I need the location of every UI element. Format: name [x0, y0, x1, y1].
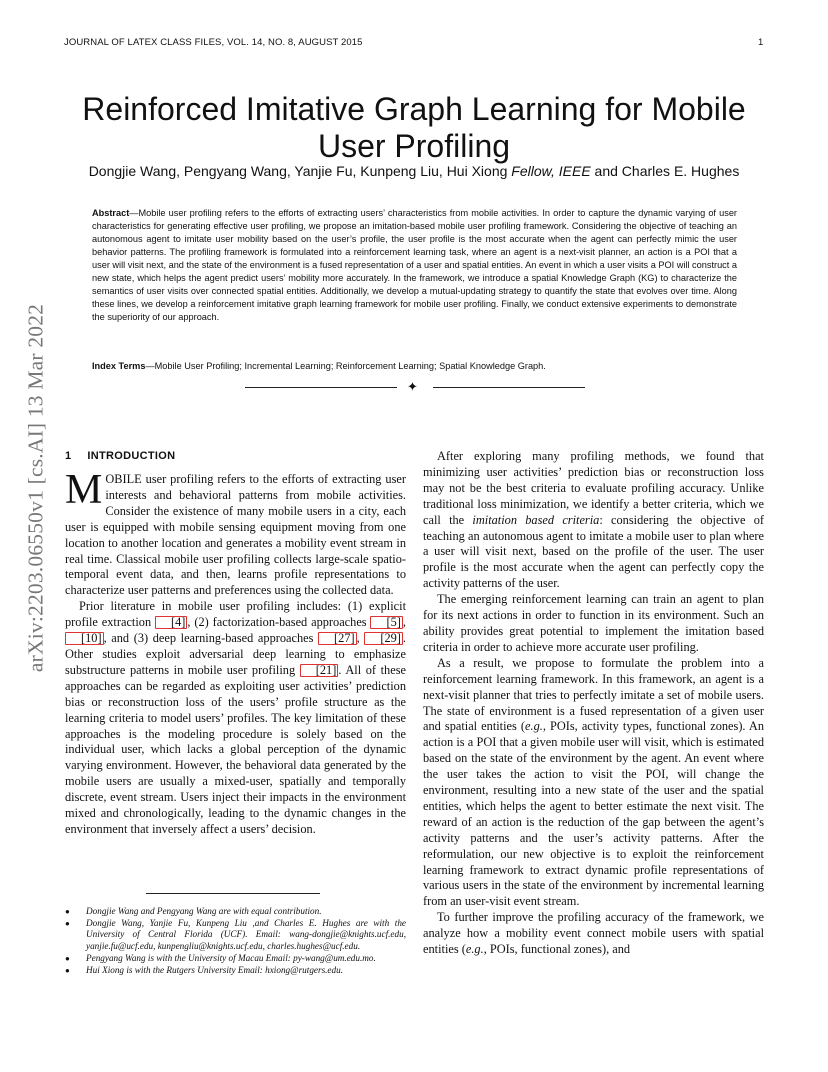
citation-link[interactable]: [27]: [318, 632, 357, 645]
paragraph-text: , POIs, functional zones), and: [483, 942, 631, 957]
right-paragraph-3: [423, 656, 764, 911]
divider-star-icon: ✦: [407, 379, 418, 394]
abstract: [92, 207, 737, 324]
paragraph-text: ,: [402, 615, 406, 630]
author-names: Dongjie Wang, Pengyang Wang, Yanjie Fu, Kunpeng Liu, Hui Xiong: [88, 163, 508, 179]
paragraph-text: ,: [356, 631, 365, 646]
paper-title: Reinforced Imitative Graph Learning for Mobile User Profiling: [82, 91, 746, 165]
abstract-text: —Mobile user profiling refers to the efforts of extracting users’ characteristics from mobile activities. In order to capture the dynamic varying of user characteristics for generating effective user profiling, we propose an imitation-based mobile user profiling framework. Considering the objective of teaching an autonomous agent to imitate user mobility based on the user’s profile, the user profile is the most accurate when the agent can perfectly mimic the user behavior patterns. The profiling framework is formulated into a reinforcement learning task, where an agent is a next-visit planner, an action is a POI that a user will visit next, and the state of the environment is a fused representation of a user and spatial entities. An event in which a user visits a POI will construct a new state, which helps the agent predict users’ mobility more accurately. In the framework, we introduce a spatial Knowledge Graph (KG) to characterize the semantics of user visits over connected spatial entities. Additionally, we develop a mutual-updating strategy to quantify the state that evolves over time. Along these lines, we develop a reinforcement imitative graph learning framework for mobile user profiling. Finally, we conduct extensive experiments to demonstrate the superiority of our approach.: [92, 208, 737, 323]
footnotes: [64, 906, 406, 976]
footnote-text: Dongjie Wang, Yanjie Fu, Kunpeng Liu ,and Charles E. Hughes are with the University of Central Florida (UCF). Email: wang-dongjie@knights.ucf.edu, yanjie.fu@ucf.edu, kunpengliu@knights.ucf.edu, charles.hughes@ucf.edu.: [86, 917, 406, 951]
dropcap-letter: M: [65, 467, 103, 513]
index-terms-text: —Mobile User Profiling; Incremental Learning; Reinforcement Learning; Spatial Knowledge Graph.: [145, 361, 546, 371]
section-number: 1: [65, 450, 72, 462]
citation-link[interactable]: [4]: [155, 616, 187, 629]
paragraph-text: , (2) factorization-based approaches: [187, 615, 371, 630]
bullet-icon: ●: [65, 918, 70, 928]
right-column: [423, 449, 764, 958]
emphasis-text: e.g.: [465, 942, 484, 957]
bullet-icon: ●: [65, 965, 70, 975]
intro-paragraph-2: [65, 599, 406, 838]
paragraph-text: , POIs, activity types, functional zones). An action is a POI that a given mobile user will visit, which is estimated based on the state of the environment by the agent. An event where the user takes the action to visit the POI, will change the environment, resulting into a new state of the user and the spatial entities, which helps the agent to better estimate the next visit. The reward of an action is the reduction of the gap between the agent’s activity patterns and the user’s activity patterns. After the reformulation, our new objective is to exploit the reinforcement learning framework to extract dynamic profile representations of various users in the state of the environment by incremental learning from an user-visit event stream.: [423, 719, 764, 909]
paragraph-text: user profiling refers to the efforts of extracting user interests and behavioral patterns from mobile activities. Consider the existence of many mobile users in a city, each user is equipped with mobile sensing equipment moving from one location to another location and generates a mobility event stream in real time. Classical mobile user profiling collects large-scale spatio-temporal event data, and then, learns profile representations to characterize user patterns and preferences using the collected data.: [65, 472, 406, 598]
footnote-text: Pengyang Wang is with the University of Macau Email: py-wang@um.edu.mo.: [86, 952, 376, 963]
index-terms-label: Index Terms: [92, 361, 146, 371]
right-paragraph-4: [423, 910, 764, 958]
divider-rule-right: [433, 387, 585, 388]
citation-link[interactable]: [5]: [370, 616, 402, 629]
section-heading: [65, 449, 406, 463]
paragraph-text: As a result, we propose to formulate the problem into a reinforcement learning framework. In this framework, an agent is a next-visit planner that tries to perfectly imitate a set of mobile users. The state of environment is a fused representation of a given user and spatial entities (: [423, 655, 764, 734]
footnote-rule: [146, 893, 320, 894]
page-number: 1: [758, 37, 764, 48]
index-terms: [92, 361, 737, 371]
arxiv-stamp: [20, 288, 52, 688]
right-paragraph-2: [423, 592, 764, 656]
right-paragraph-1: [423, 449, 764, 592]
bullet-icon: ●: [65, 907, 70, 916]
section-title: INTRODUCTION: [87, 450, 176, 462]
abstract-label: Abstract: [92, 208, 130, 218]
intro-paragraph-1: [65, 467, 406, 599]
author-last: and Charles E. Hughes: [590, 163, 740, 179]
footnote-text: Hui Xiong is with the Rutgers University Email: hxiong@rutgers.edu.: [86, 964, 343, 975]
citation-link[interactable]: [29]: [364, 632, 403, 645]
left-column: [65, 449, 406, 838]
paragraph-text: The emerging reinforcement learning can train an agent to plan for its next actions in order to function in its environment. Such an ability provides great potential to implement the imitation based criteria in order to achieve more accurate user profiling.: [423, 592, 764, 654]
arxiv-identifier[interactable]: arXiv:2203.06550v1 [cs.AI] 13 Mar 2022: [23, 303, 48, 673]
author-list: [40, 163, 788, 179]
footnote-item: [64, 965, 406, 976]
running-head: JOURNAL OF LATEX CLASS FILES, VOL. 14, NO. 8, AUGUST 2015: [64, 37, 363, 48]
bullet-icon: ●: [65, 953, 70, 963]
footnote-text: Dongjie Wang and Pengyang Wang are with equal contribution.: [86, 906, 322, 916]
smallcaps-word: OBILE: [105, 472, 142, 486]
emphasis-text: e.g.: [525, 719, 543, 734]
footnote-item: [64, 906, 406, 917]
author-fellow-note: Fellow, IEEE: [511, 163, 591, 179]
paragraph-text: : considering the objective of teaching an autonomous agent to imitate a mobile user to plan where a user will visit next, based on the profile of the user. The user profile is the most accurate when the agent can perfectly copy the activity patterns of the user.: [423, 512, 764, 591]
paragraph-text: , and (3) deep learning-based approaches: [103, 631, 319, 646]
emphasis-text: imitation based criteria: [472, 512, 600, 527]
footnote-item: [64, 953, 406, 964]
paragraph-text: To further improve the profiling accuracy of the framework, we analyze how a mobility event connect mobile users with spatial entities (: [423, 910, 764, 957]
section-divider: [245, 381, 585, 395]
paragraph-text: After exploring many profiling methods, we found that minimizing user activities’ prediction bias or reconstruction loss may not be the best criteria to evaluate profiling accuracy. Unlike traditional loss minimization, we identify a better criteria, which we call the: [423, 449, 764, 527]
divider-rule-left: [245, 387, 397, 388]
citation-link[interactable]: [21]: [300, 664, 339, 677]
footnote-item: [64, 918, 406, 952]
paragraph-text: . Other studies exploit adversarial deep learning to emphasize substructure patterns in mobile user profiling: [65, 631, 406, 677]
paragraph-text: . All of these approaches can be regarded as exploiting user activities’ prediction bias or reconstruction loss of the users’ profile structure as the learning criteria to model users’ profiles. The key limitation of these approaches is the modeling procedure is solely based on the individual user, which lacks a global perception of the dynamic varying environment. However, the behavioral data generated by the mobile users are usually a mixed-user, spatially and temporally discrete, event stream. Users inject their impacts in the environment mixed and chronologically, leading to the dynamic changes in the environment that inversely affect a users’ decision.: [65, 662, 406, 836]
paragraph-text: Prior literature in mobile user profiling includes: (1) explicit profile extraction: [65, 599, 406, 630]
citation-link[interactable]: [10]: [65, 632, 104, 645]
